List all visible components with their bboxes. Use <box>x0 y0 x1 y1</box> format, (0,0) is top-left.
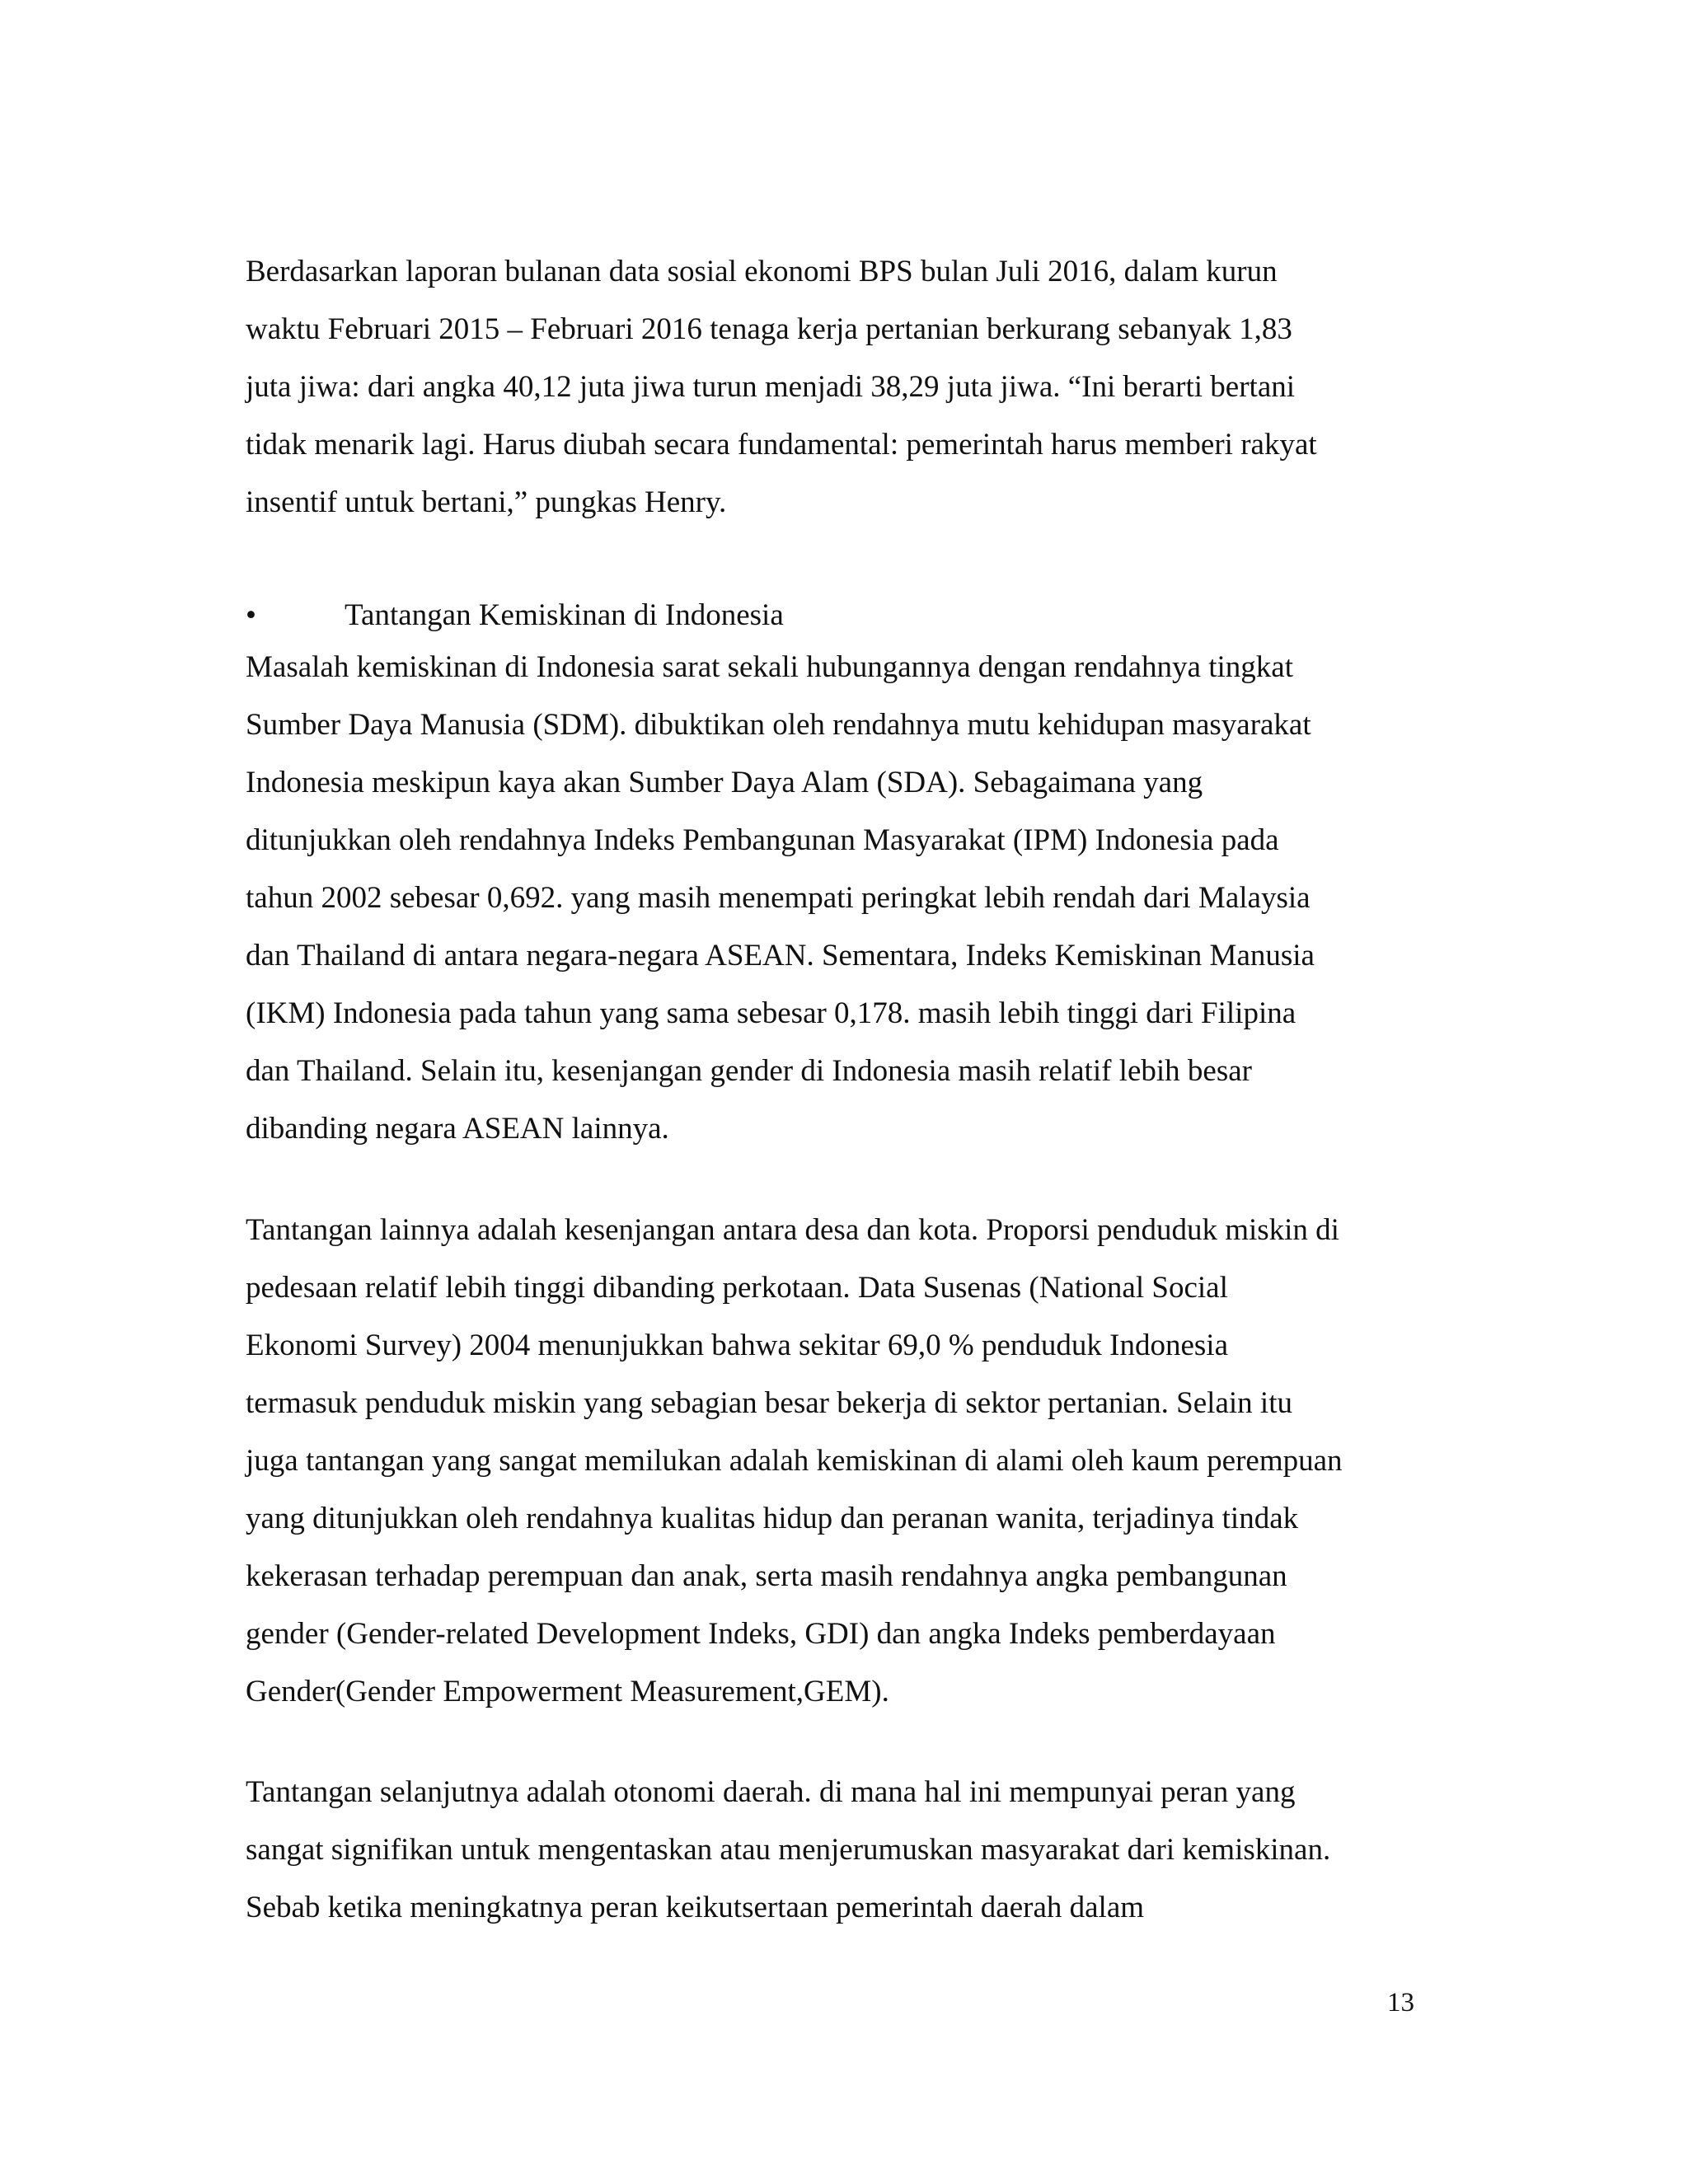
text-line: waktu Februari 2015 – Februari 2016 tenaga kerja pertanian berkurang sebanyak 1,83 <box>246 312 1292 346</box>
text-line: juga tantangan yang sangat memilukan adalah kemiskinan di alami oleh kaum perempuan <box>246 1444 1343 1478</box>
bullet-point-icon: • <box>246 598 256 632</box>
text-line: tidak menarik lagi. Harus diubah secara fundamental: pemerintah harus memberi rakyat <box>246 428 1317 462</box>
text-line: Berdasarkan laporan bulanan data sosial ekonomi BPS bulan Juli 2016, dalam kurun <box>246 255 1278 288</box>
text-line: tahun 2002 sebesar 0,692. yang masih menempati peringkat lebih rendah dari Malaysia <box>246 881 1311 915</box>
text-line: dibanding negara ASEAN lainnya. <box>246 1112 669 1146</box>
bullet-heading-text: Tantangan Kemiskinan di Indonesia <box>345 598 784 632</box>
page-number: 13 <box>1387 1988 1414 2018</box>
text-line: Tantangan lainnya adalah kesenjangan antara desa dan kota. Proporsi penduduk miskin di <box>246 1213 1339 1247</box>
text-line: termasuk penduduk miskin yang sebagian besar bekerja di sektor pertanian. Selain itu <box>246 1386 1292 1420</box>
paragraph-labor-decline <box>246 243 1317 532</box>
text-line: Ekonomi Survey) 2004 menunjukkan bahwa sekitar 69,0 % penduduk Indonesia <box>246 1329 1228 1362</box>
section-bullet-heading <box>246 587 784 644</box>
text-line: gender (Gender-related Development Indeks, GDI) dan angka Indeks pemberdayaan <box>246 1617 1276 1651</box>
text-line: Indonesia meskipun kaya akan Sumber Daya Alam (SDA). Sebagaimana yang <box>246 766 1203 799</box>
text-line: Tantangan selanjutnya adalah otonomi daerah. di mana hal ini mempunyai peran yang <box>246 1775 1296 1809</box>
paragraph-rural-urban-gap <box>246 1202 1343 1721</box>
text-line: yang ditunjukkan oleh rendahnya kualitas hidup dan peranan wanita, terjadinya tindak <box>246 1502 1299 1535</box>
text-line: Sebab ketika meningkatnya peran keikutsertaan pemerintah daerah dalam <box>246 1891 1145 1924</box>
text-line: pedesaan relatif lebih tinggi dibanding perkotaan. Data Susenas (National Social <box>246 1271 1228 1305</box>
text-line: juta jiwa: dari angka 40,12 juta jiwa turun menjadi 38,29 juta jiwa. “Ini berarti bertani <box>246 370 1296 404</box>
text-line: dan Thailand di antara negara-negara ASEAN. Sementara, Indeks Kemiskinan Manusia <box>246 939 1315 972</box>
paragraph-regional-autonomy <box>246 1764 1330 1937</box>
text-line: Gender(Gender Empowerment Measurement,GEM). <box>246 1675 889 1708</box>
text-line: sangat signifikan untuk mengentaskan atau menjerumuskan masyarakat dari kemiskinan. <box>246 1833 1331 1867</box>
text-line: Masalah kemiskinan di Indonesia sarat sekali hubungannya dengan rendahnya tingkat <box>246 650 1293 684</box>
text-line: (IKM) Indonesia pada tahun yang sama sebesar 0,178. masih lebih tinggi dari Filipina <box>246 996 1296 1030</box>
text-line: dan Thailand. Selain itu, kesenjangan gender di Indonesia masih relatif lebih besar <box>246 1054 1252 1088</box>
paragraph-poverty-hdi <box>246 639 1315 1158</box>
text-line: insentif untuk bertani,” pungkas Henry. <box>246 485 727 519</box>
text-line: Sumber Daya Manusia (SDM). dibuktikan oleh rendahnya mutu kehidupan masyarakat <box>246 708 1311 742</box>
text-line: kekerasan terhadap perempuan dan anak, serta masih rendahnya angka pembangunan <box>246 1559 1287 1593</box>
text-line: ditunjukkan oleh rendahnya Indeks Pembangunan Masyarakat (IPM) Indonesia pada <box>246 823 1279 857</box>
